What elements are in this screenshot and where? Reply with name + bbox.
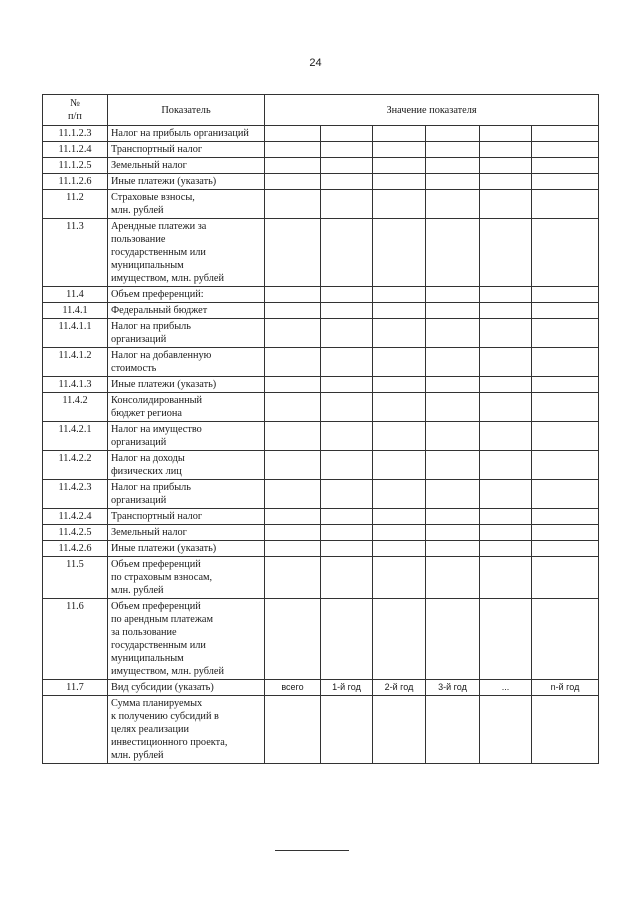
value-cell [265, 287, 321, 303]
value-cell [532, 480, 599, 509]
value-cell [373, 451, 426, 480]
row-indicator: Консолидированный бюджет региона [108, 393, 265, 422]
table-row [43, 451, 599, 480]
row-indicator: Налог на доходы физических лиц [108, 451, 265, 480]
value-cell [373, 287, 426, 303]
value-cell [321, 599, 373, 680]
value-cell [426, 393, 480, 422]
value-cell [321, 393, 373, 422]
row-number: 11.2 [43, 190, 108, 219]
value-cell [373, 393, 426, 422]
value-cell [480, 190, 532, 219]
value-cell [265, 219, 321, 287]
value-cell [373, 557, 426, 599]
value-cell [373, 303, 426, 319]
value-cell [426, 422, 480, 451]
table-row [43, 422, 599, 451]
table-row [43, 525, 599, 541]
subsidy-col-year-n: n-й год [532, 680, 599, 696]
value-cell [426, 303, 480, 319]
value-cell [532, 451, 599, 480]
value-cell [321, 303, 373, 319]
row-indicator: Транспортный налог [108, 142, 265, 158]
value-cell [373, 190, 426, 219]
table-row [43, 158, 599, 174]
value-cell [373, 158, 426, 174]
value-cell [321, 287, 373, 303]
indicators-table [42, 94, 599, 764]
table-row [43, 174, 599, 190]
row-indicator: Земельный налог [108, 525, 265, 541]
value-cell [321, 319, 373, 348]
value-cell [373, 126, 426, 142]
value-cell [321, 480, 373, 509]
table-row [43, 190, 599, 219]
value-cell [426, 174, 480, 190]
row-indicator: Иные платежи (указать) [108, 377, 265, 393]
value-cell [321, 451, 373, 480]
value-cell [426, 219, 480, 287]
value-cell [265, 696, 321, 764]
page-number: 24 [309, 57, 322, 69]
row-number: 11.4.2.5 [43, 525, 108, 541]
value-cell [265, 557, 321, 599]
value-cell [321, 126, 373, 142]
header-value: Значение показателя [265, 95, 599, 126]
value-cell [373, 377, 426, 393]
row-number: 11.1.2.4 [43, 142, 108, 158]
row-number: 11.4.2.1 [43, 422, 108, 451]
row-number: 11.4.2.4 [43, 509, 108, 525]
value-cell [373, 525, 426, 541]
value-cell [532, 219, 599, 287]
value-cell [480, 557, 532, 599]
value-cell [426, 451, 480, 480]
row-indicator: Налог на прибыль организаций [108, 319, 265, 348]
value-cell [426, 557, 480, 599]
value-cell [321, 142, 373, 158]
row-indicator: Налог на имущество организаций [108, 422, 265, 451]
value-cell [321, 541, 373, 557]
footer-rule [275, 850, 349, 851]
value-cell [532, 541, 599, 557]
value-cell [480, 348, 532, 377]
value-cell [265, 174, 321, 190]
value-cell [426, 319, 480, 348]
value-cell [426, 696, 480, 764]
value-cell [532, 557, 599, 599]
value-cell [265, 541, 321, 557]
row-indicator: Налог на добавленную стоимость [108, 348, 265, 377]
value-cell [480, 422, 532, 451]
value-cell [265, 525, 321, 541]
value-cell [265, 599, 321, 680]
value-cell [480, 451, 532, 480]
value-cell [532, 190, 599, 219]
value-cell [532, 126, 599, 142]
value-cell [532, 696, 599, 764]
row-number: 11.4.2.2 [43, 451, 108, 480]
table-row [43, 319, 599, 348]
value-cell [426, 480, 480, 509]
row-indicator: Налог на прибыль организаций [108, 480, 265, 509]
row-indicator: Иные платежи (указать) [108, 541, 265, 557]
row-number: 11.3 [43, 219, 108, 287]
table-row [43, 219, 599, 287]
value-cell [480, 393, 532, 422]
value-cell [426, 599, 480, 680]
value-cell [321, 557, 373, 599]
row-number: 11.1.2.5 [43, 158, 108, 174]
table-row [43, 509, 599, 525]
subsidy-label: Вид субсидии (указать) [108, 680, 265, 696]
value-cell [321, 190, 373, 219]
value-cell [532, 599, 599, 680]
value-cell [532, 142, 599, 158]
table-row [43, 126, 599, 142]
value-cell [426, 541, 480, 557]
subsidy-sum-label: Сумма планируемых к получению субсидий в целях реализации инвестиционного проекта, млн. рублей [108, 696, 265, 764]
value-cell [532, 319, 599, 348]
value-cell [373, 142, 426, 158]
value-cell [265, 190, 321, 219]
value-cell [480, 126, 532, 142]
value-cell [532, 377, 599, 393]
table-row [43, 287, 599, 303]
row-indicator: Федеральный бюджет [108, 303, 265, 319]
value-cell [321, 174, 373, 190]
subsidy-sum-number [43, 696, 108, 764]
row-number: 11.4 [43, 287, 108, 303]
value-cell [373, 541, 426, 557]
value-cell [426, 142, 480, 158]
value-cell [532, 303, 599, 319]
value-cell [373, 696, 426, 764]
table-row [43, 393, 599, 422]
value-cell [480, 377, 532, 393]
subsidy-col-year-3: 3-й год [426, 680, 480, 696]
value-cell [265, 303, 321, 319]
value-cell [321, 509, 373, 525]
table-row [43, 541, 599, 557]
row-number: 11.4.2.6 [43, 541, 108, 557]
row-number: 11.1.2.3 [43, 126, 108, 142]
subsidy-row [43, 680, 599, 696]
value-cell [265, 393, 321, 422]
table-row [43, 348, 599, 377]
row-number: 11.5 [43, 557, 108, 599]
table-row [43, 599, 599, 680]
row-number: 11.4.1 [43, 303, 108, 319]
value-cell [265, 142, 321, 158]
row-indicator: Земельный налог [108, 158, 265, 174]
value-cell [265, 158, 321, 174]
value-cell [426, 525, 480, 541]
row-number: 11.4.1.1 [43, 319, 108, 348]
subsidy-col-ellipsis: ... [480, 680, 532, 696]
value-cell [426, 509, 480, 525]
value-cell [265, 319, 321, 348]
row-number: 11.4.2 [43, 393, 108, 422]
value-cell [480, 287, 532, 303]
value-cell [532, 393, 599, 422]
value-cell [321, 525, 373, 541]
row-indicator: Объем преференций: [108, 287, 265, 303]
row-indicator: Иные платежи (указать) [108, 174, 265, 190]
value-cell [373, 174, 426, 190]
value-cell [480, 174, 532, 190]
row-indicator: Налог на прибыль организаций [108, 126, 265, 142]
value-cell [265, 509, 321, 525]
value-cell [426, 287, 480, 303]
table-row [43, 377, 599, 393]
value-cell [373, 422, 426, 451]
table-row [43, 557, 599, 599]
value-cell [532, 525, 599, 541]
table-header-row [43, 95, 599, 126]
value-cell [480, 158, 532, 174]
row-number: 11.4.2.3 [43, 480, 108, 509]
value-cell [321, 696, 373, 764]
table-body [43, 126, 599, 680]
row-number: 11.1.2.6 [43, 174, 108, 190]
value-cell [265, 348, 321, 377]
row-indicator: Транспортный налог [108, 509, 265, 525]
value-cell [532, 348, 599, 377]
row-number: 11.6 [43, 599, 108, 680]
value-cell [480, 319, 532, 348]
value-cell [532, 174, 599, 190]
value-cell [373, 219, 426, 287]
table-row [43, 480, 599, 509]
value-cell [321, 377, 373, 393]
value-cell [480, 509, 532, 525]
value-cell [373, 599, 426, 680]
value-cell [480, 219, 532, 287]
value-cell [426, 158, 480, 174]
subsidy-col-total: всего [265, 680, 321, 696]
value-cell [480, 696, 532, 764]
value-cell [532, 422, 599, 451]
table-row [43, 303, 599, 319]
value-cell [480, 480, 532, 509]
table-row [43, 142, 599, 158]
subsidy-col-year-2: 2-й год [373, 680, 426, 696]
value-cell [426, 348, 480, 377]
value-cell [426, 126, 480, 142]
header-number: № п/п [43, 95, 108, 126]
value-cell [480, 599, 532, 680]
value-cell [480, 303, 532, 319]
value-cell [321, 422, 373, 451]
value-cell [373, 509, 426, 525]
value-cell [373, 480, 426, 509]
row-indicator: Арендные платежи за пользование государственным или муниципальным имуществом, млн. рублей [108, 219, 265, 287]
value-cell [321, 219, 373, 287]
subsidy-number: 11.7 [43, 680, 108, 696]
value-cell [265, 451, 321, 480]
value-cell [321, 348, 373, 377]
row-number: 11.4.1.3 [43, 377, 108, 393]
value-cell [532, 287, 599, 303]
value-cell [426, 377, 480, 393]
row-indicator: Объем преференций по страховым взносам, млн. рублей [108, 557, 265, 599]
subsidy-sum-row [43, 696, 599, 764]
value-cell [373, 348, 426, 377]
value-cell [532, 509, 599, 525]
value-cell [265, 422, 321, 451]
value-cell [265, 126, 321, 142]
value-cell [480, 541, 532, 557]
subsidy-col-year-1: 1-й год [321, 680, 373, 696]
row-indicator: Объем преференций по арендным платежам за пользование государственным или муниципальным имуществом, млн. рублей [108, 599, 265, 680]
value-cell [373, 319, 426, 348]
value-cell [265, 480, 321, 509]
value-cell [265, 377, 321, 393]
row-number: 11.4.1.2 [43, 348, 108, 377]
value-cell [321, 158, 373, 174]
value-cell [480, 142, 532, 158]
value-cell [480, 525, 532, 541]
row-indicator: Страховые взносы, млн. рублей [108, 190, 265, 219]
value-cell [426, 190, 480, 219]
value-cell [532, 158, 599, 174]
header-indicator: Показатель [108, 95, 265, 126]
